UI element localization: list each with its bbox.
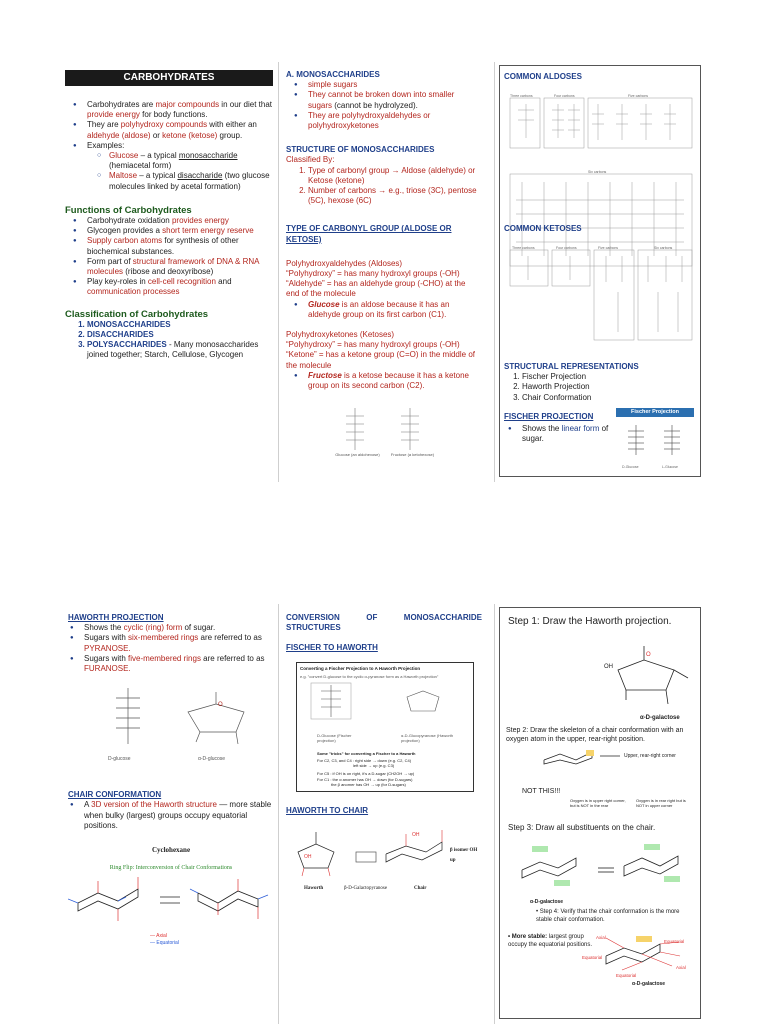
galactose-label: α-D-galactose — [530, 899, 564, 905]
h2c-figure — [286, 822, 482, 894]
trick-line: For C5 : if OH is on right, it's a D-sugar (CH2OH → up) — [317, 770, 415, 776]
galactose-ring-icon — [600, 634, 696, 708]
svg-text:OH: OH — [304, 853, 312, 860]
haworth-heading: HAWORTH PROJECTION — [68, 613, 164, 622]
list-item: ● Form part of structural framework of DNA & RNA molecules (ribose and deoxyribose) — [87, 257, 273, 277]
classified-by: Classified By: — [286, 155, 335, 165]
box-subtitle: e.g. "convert D-glucose to the cyclic α-pyranose form as a Haworth projection" — [300, 673, 439, 679]
fischer-glucose-icon — [616, 417, 694, 463]
galactose-label: α-D-galactose — [632, 981, 666, 987]
structural-representations — [504, 362, 696, 403]
glucose-fructose-figure — [330, 400, 450, 470]
column-divider — [278, 62, 279, 482]
list-item: ● They cannot be broken down into smaller sugars (cannot be hydrolyzed). — [308, 90, 480, 110]
list-item: 2. Number of carbons → e.g., triose (3C), pentose (5C), hexose (6C) — [308, 186, 480, 206]
haworth-list — [68, 623, 274, 674]
legend-axial: Axial — [596, 935, 606, 940]
list-item: ○ Maltose – a typical disaccharide (two glucose molecules linked by acetal formation) — [109, 171, 273, 191]
panel-haworth — [68, 613, 274, 945]
figure-caption: Four carbons — [556, 246, 577, 250]
upper-rear-label: Upper, rear-right corner — [624, 753, 676, 759]
galactose-label: α-D-galactose — [640, 715, 680, 721]
legend-equatorial: Equatorial — [664, 939, 685, 944]
chair-list — [68, 800, 274, 831]
ketoses-heading: Polyhydroxyketones (Ketoses) — [286, 330, 395, 340]
list-item: ● Shows the linear form of sugar. — [522, 424, 622, 444]
f2h-box — [296, 662, 474, 792]
ring-flip-label: Ring Flip: Interconversion of Chair Conformations — [109, 865, 233, 872]
svg-text:O: O — [218, 702, 223, 709]
legend-axial: — Axial — [150, 933, 167, 940]
list-item: 3. Chair Conformation — [522, 393, 696, 403]
ring-flip-figure — [68, 845, 274, 945]
aldoses-line: “Aldehyde” = has an aldehyde group (-CHO) at the end of the molecule — [286, 279, 466, 299]
list-item: ● Glucose is an aldose because it has an aldehyde group on its first carbon (C1). — [308, 300, 480, 320]
glucose-ring-icon — [68, 682, 274, 758]
figure-caption: Haworth — [304, 885, 324, 891]
step2-heading: Step 2: Draw the skeleton of a chair conformation with an oxygen atom in the upper, rear-right position. — [506, 727, 684, 743]
fructose-note — [286, 371, 480, 391]
not-this-label: NOT THIS!!! — [522, 788, 561, 795]
more-stable-note: • More stable: largest group occupy the equatorial positions. — [508, 934, 593, 948]
fischer-banner: Fischer Projection — [616, 408, 694, 417]
isomer-label: β isomer OH up — [450, 847, 478, 864]
list-item: ○ Glucose – a typical monosaccharide (hemiacetal form) — [109, 151, 273, 171]
figure-caption: α-D-glucose — [198, 756, 226, 763]
svg-text:O: O — [646, 652, 651, 658]
list-item: ● Sugars with six-membered rings are referred to as PYRANOSE. — [84, 633, 274, 653]
svg-text:OH: OH — [412, 831, 420, 838]
step3-heading: Step 3: Draw all substituents on the chair. — [508, 823, 656, 832]
aldoses-heading: COMMON ALDOSES — [504, 72, 582, 81]
figure-caption: α-D-Glucopyranose (Haworth projection) — [401, 732, 454, 743]
figure-caption: Four carbons — [554, 94, 575, 98]
fischer-heading: FISCHER PROJECTION — [504, 412, 594, 421]
ketoses-heading: COMMON KETOSES — [504, 224, 582, 233]
figure-caption: β-D-Galactopyranose — [344, 885, 388, 891]
column-divider — [494, 62, 495, 482]
list-item: ● Fructose is a ketose because it has a ketone group on its second carbon (C2). — [308, 371, 480, 391]
column-divider — [494, 604, 495, 1024]
legend-equatorial: — Equatorial — [150, 940, 179, 947]
ketoses-line: “Polyhydroxy” = has many hydroxyl groups (-OH) — [286, 340, 460, 350]
figure-caption: Fructose (a ketohexose) — [390, 452, 435, 457]
classification-heading: Classification of Carbohydrates — [65, 308, 209, 320]
panel-steps — [499, 607, 701, 1019]
figure-caption: Three carbons — [510, 94, 533, 98]
chair-substituents-icon — [514, 840, 694, 898]
trick-line: For C1 : the α anomer has OH → down (for D-sugars) — [317, 776, 413, 782]
list-item: 1. Type of carbonyl group → Aldose (aldehyde) or Ketose (ketone) — [308, 166, 480, 186]
list-item: ● They are polyhydroxyaldehydes or polyhydroxyketones — [308, 111, 480, 131]
list-item: 2. DISACCHARIDES — [87, 330, 273, 340]
conversion-heading: CONVERSION OF MONOSACCHARIDE STRUCTURES — [286, 613, 482, 633]
list-item: 2. Haworth Projection — [522, 382, 696, 392]
trick-line: For C2, C3, and C4 : right side → down (e.g. C2, C4) — [317, 757, 412, 763]
figure-caption: Five carbons — [598, 246, 619, 250]
ketoses-figure — [508, 242, 694, 342]
list-item: ● Shows the cyclic (ring) form of sugar. — [84, 623, 274, 633]
figure-caption: Six carbons — [654, 246, 673, 250]
not-this-note: Oxygen is in rear right but is NOT in upper corner — [636, 798, 686, 808]
column-divider — [278, 604, 279, 1024]
list-item: ● Carbohydrate oxidation provides energy — [87, 216, 273, 226]
tricks-title: Some "tricks" for converting a Fischer to a Haworth — [317, 750, 416, 756]
list-item: ● Examples: ○ Glucose – a typical monosaccharide (hemiacetal form) ○ Maltose – a typical disaccharide (two glucose molecules linked by acetal formation) — [87, 141, 273, 192]
functions-list — [65, 216, 273, 298]
legend-axial: Axial — [676, 965, 686, 970]
chair-heading: CHAIR CONFORMATION — [68, 790, 162, 800]
haworth-figure — [68, 682, 274, 766]
legend-equatorial: Equatorial — [582, 955, 603, 960]
svg-text:OH: OH — [604, 664, 613, 670]
examples-list — [87, 151, 273, 192]
figure-caption: Six carbons — [588, 170, 607, 174]
ketose-structures-icon — [508, 242, 694, 342]
trick-line: the β anomer has OH → up (for D-sugars) — [331, 781, 406, 787]
structure-heading: STRUCTURE OF MONOSACCHARIDES — [286, 145, 435, 155]
figure-caption: Five carbons — [628, 94, 649, 98]
figure-caption: Glucose (an aldohexose) — [335, 452, 380, 457]
fischer-structures-icon — [330, 400, 450, 456]
list-item: ● Glycogen provides a short term energy reserve — [87, 226, 273, 236]
figure-caption: D-glucose — [108, 756, 131, 763]
list-item: ● Carbohydrates are major compounds in our diet that provide energy for body functions. — [87, 100, 273, 120]
struct-heading: STRUCTURAL REPRESENTATIONS — [504, 362, 639, 371]
list-item: ● Play key-roles in cell-cell recognition and communication processes — [87, 277, 273, 297]
list-item: ● simple sugars — [308, 80, 480, 90]
list-item: 1. MONOSACCHARIDES — [87, 320, 273, 330]
page-title: CARBOHYDRATES — [65, 70, 273, 86]
conversion-icon — [297, 679, 473, 727]
intro-list — [65, 100, 273, 192]
box-title: Converting a Fischer Projection to A Haworth Projection — [300, 665, 421, 671]
ketoses-line: “Ketone” = has a ketone group (C=O) in the middle of the molecule — [286, 350, 475, 370]
figure-caption: L-Glucose — [662, 465, 678, 469]
step4-text: • Step 4: Verify that the chair conformation is the more stable chair conformation. — [536, 909, 680, 923]
step1-heading: Step 1: Draw the Haworth projection. — [508, 616, 672, 627]
figure-caption: D-Glucose (Fischer projection) — [317, 732, 352, 743]
glucose-note — [286, 300, 480, 320]
figure-caption: Three carbons — [512, 246, 535, 250]
panel-carbohydrates — [65, 70, 273, 361]
struct-list — [504, 372, 696, 403]
panel-conversion — [286, 613, 482, 894]
h2c-heading: HAWORTH TO CHAIR — [286, 805, 369, 815]
chair-flip-icon — [68, 873, 274, 923]
type-heading: TYPE OF CARBONYL GROUP (ALDOSE OR KETOSE) — [286, 224, 452, 244]
figure-caption: Chair — [414, 885, 427, 891]
fischer-figure — [616, 408, 694, 470]
list-item: 3. POLYSACCHARIDES - Many monosaccharides joined together; Starch, Cellulose, Glycogen — [87, 340, 273, 360]
trick-line: left side → up (e.g. C3) — [353, 762, 395, 768]
fischer-list — [500, 424, 622, 444]
legend-equatorial: Equatorial — [616, 973, 637, 978]
classification-list — [65, 320, 273, 361]
cyclohexane-label: Cyclohexane — [151, 846, 191, 855]
functions-heading: Functions of Carbohydrates — [65, 204, 192, 216]
classified-list — [286, 166, 480, 207]
list-item: ● Supply carbon atoms for synthesis of other biochemical substances. — [87, 236, 273, 256]
mono-list — [286, 80, 480, 131]
panel-common-sugars — [499, 65, 701, 477]
f2h-heading: FISCHER TO HAWORTH — [286, 643, 378, 653]
list-item: 1. Fischer Projection — [522, 372, 696, 382]
panel-monosaccharides — [286, 70, 480, 391]
aldoses-line: “Polyhydroxy” = has many hydroxyl groups (-OH) — [286, 269, 460, 279]
list-item: ● A 3D version of the Haworth structure — more stable when bulky (largest) groups occupy equatorial positions. — [84, 800, 274, 831]
aldoses-heading: Polyhydroxyaldehydes (Aldoses) — [286, 258, 403, 268]
not-this-note: Oxygen is in upper right corner, but is NOT in the rear — [570, 798, 626, 808]
list-item: ● They are polyhydroxy compounds with either an aldehyde (aldose) or ketone (ketose) group. — [87, 120, 273, 140]
figure-caption: D-Glucose — [622, 465, 639, 469]
list-item: ● Sugars with five-membered rings are referred to as FURANOSE. — [84, 654, 274, 674]
section-title: A. MONOSACCHARIDES — [286, 70, 380, 79]
